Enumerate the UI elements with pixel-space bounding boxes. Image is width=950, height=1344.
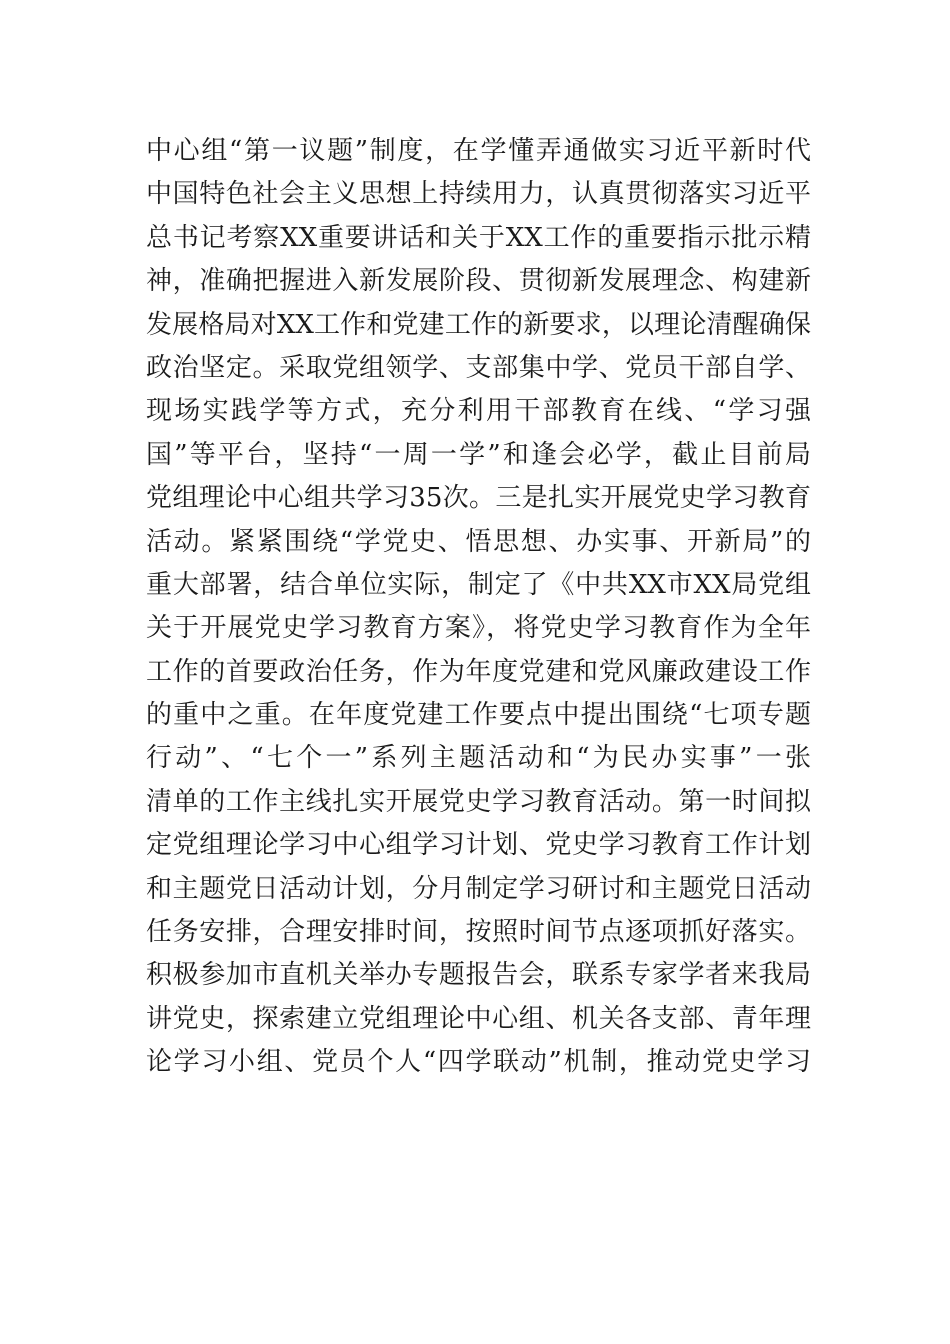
text-line: 讲党史，探索建立党组理论中心组、机关各支部、青年理 [146, 1003, 811, 1034]
text-line: 现场实践学等方式，充分利用干部教育在线、“学习强 [146, 396, 811, 427]
text-line: 中心组“第一议题”制度，在学懂弄通做实习近平新时代 [146, 136, 811, 166]
text-line: 行动”、“七个一”系列主题活动和“为民办实事”一张 [146, 743, 811, 774]
text-line: 任务安排，合理安排时间，按照时间节点逐项抓好落实。 [146, 917, 811, 948]
text-line: 清单的工作主线扎实开展党史学习教育活动。第一时间拟 [146, 786, 811, 817]
text-line: 活动。紧紧围绕“学党史、悟思想、办实事、开新局”的 [146, 526, 811, 557]
text-line: 工作的首要政治任务，作为年度党建和党风廉政建设工作 [146, 656, 811, 687]
text-line: 总书记考察XX重要讲话和关于XX工作的重要指示批示精 [146, 222, 811, 253]
text-line: 论学习小组、党员个人“四学联动”机制，推动党史学习 [146, 1047, 811, 1078]
text-line: 党组理论中心组共学习35次。三是扎实开展党史学习教育 [146, 483, 811, 514]
text-line: 发展格局对XX工作和党建工作的新要求，以理论清醒确保 [146, 309, 811, 340]
text-line: 重大部署，结合单位实际，制定了《中共XX市XX局党组 [146, 569, 811, 600]
text-line: 神，准确把握进入新发展阶段、贯彻新发展理念、构建新 [146, 266, 811, 297]
text-line: 国”等平台，坚持“一周一学”和逢会必学，截止目前局 [146, 439, 811, 470]
text-line: 和主题党日活动计划，分月制定学习研讨和主题党日活动 [146, 873, 811, 904]
body-paragraph [146, 130, 811, 1085]
text-line: 政治坚定。采取党组领学、支部集中学、党员干部自学、 [146, 352, 811, 383]
text-line: 定党组理论学习中心组学习计划、党史学习教育工作计划 [146, 830, 811, 861]
text-line: 积极参加市直机关举办专题报告会，联系专家学者来我局 [146, 960, 811, 991]
text-line: 的重中之重。在年度党建工作要点中提出围绕“七项专题 [146, 700, 811, 731]
text-line: 关于开展党史学习教育方案》，将党史学习教育作为全年 [146, 613, 811, 644]
text-line: 中国特色社会主义思想上持续用力，认真贯彻落实习近平 [146, 179, 811, 210]
